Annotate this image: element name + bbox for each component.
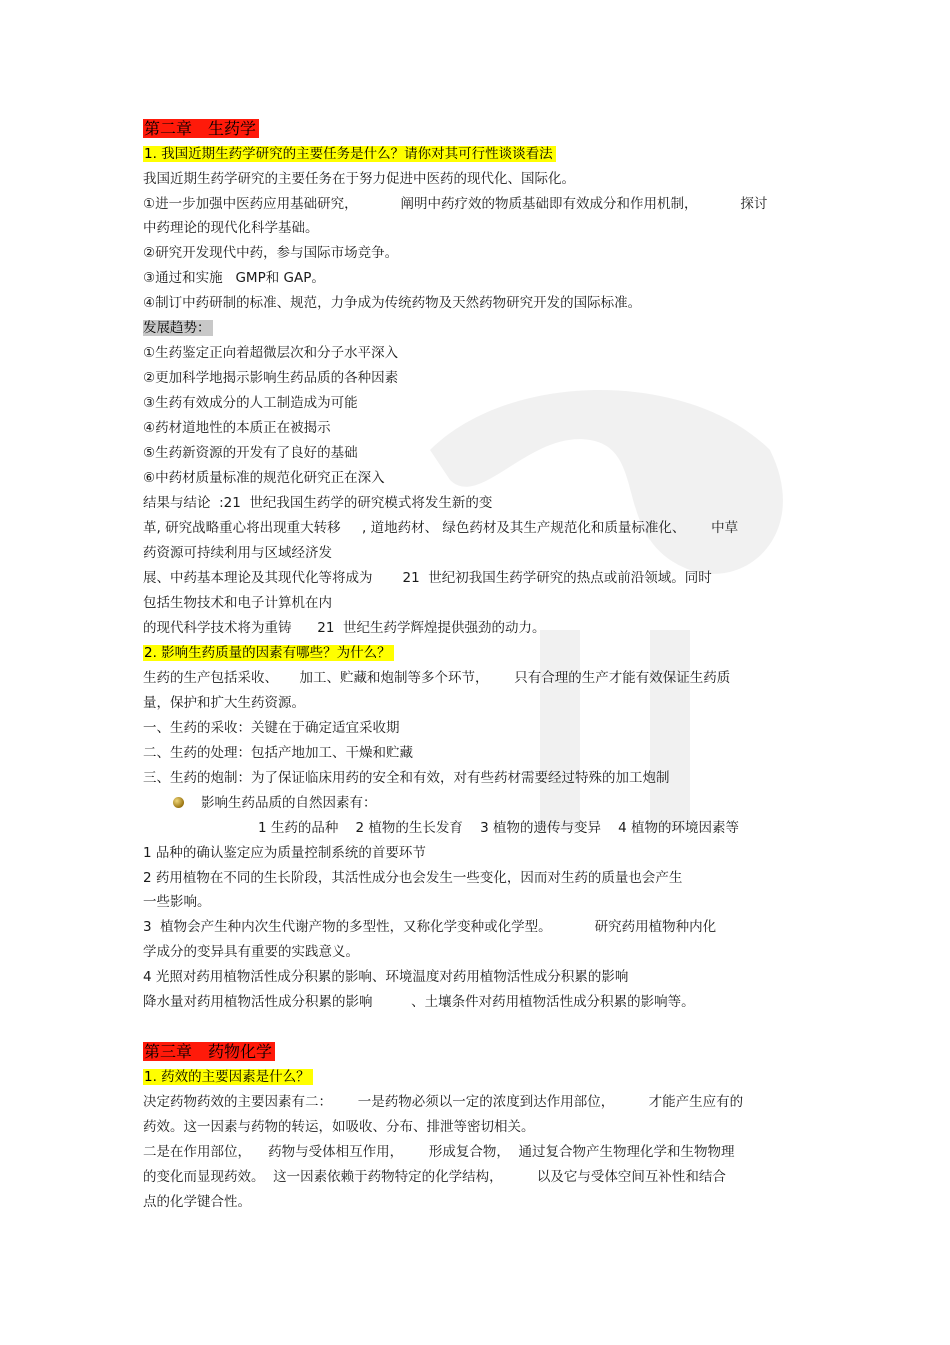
bullet-icon xyxy=(173,797,184,808)
detail-line: 1 品种的确认鉴定应为质量控制系统的首要环节 xyxy=(143,845,426,861)
detail-line: 3 植物会产生种内次生代谢产物的多型性，又称化学变种或化学型。 研究药用植物种内化 xyxy=(143,919,717,935)
chapter2-q1-heading: 1. 我国近期生药学研究的主要任务是什么？请你对其可行性谈谈看法 xyxy=(143,144,556,164)
detail-line: 2 药用植物在不同的生长阶段，其活性成分也会发生一些变化，因而对生药的质量也会产生 xyxy=(143,870,683,886)
bullet-text: 影响生药品质的自然因素有： xyxy=(201,795,377,811)
conclusion-line: 结果与结论 :21 世纪我国生药学的研究模式将发生新的变 xyxy=(143,495,493,511)
conclusion-line: 药资源可持续利用与区域经济发 xyxy=(143,545,332,561)
paragraph-line: 的变化而显现药效。 这一因素依赖于药物特定的化学结构， 以及它与受体空间互补性和结合 xyxy=(143,1169,726,1185)
chapter2-title: 第二章 生药学 xyxy=(143,119,259,140)
detail-line: 一些影响。 xyxy=(143,894,211,910)
paragraph-line: ③通过和实施 GMP和 GAP。 xyxy=(143,270,325,286)
trend-line: ⑤生药新资源的开发有了良好的基础 xyxy=(143,445,358,461)
detail-line: 4 光照对药用植物活性成分积累的影响、环境温度对药用植物活性成分积累的影响 xyxy=(143,969,629,985)
trend-line: ④药材道地性的本质正在被揭示 xyxy=(143,420,331,436)
paragraph-line: ④制订中药研制的标准、规范，力争成为传统药物及天然药物研究开发的国际标准。 xyxy=(143,295,642,311)
paragraph-line: 我国近期生药学研究的主要任务在于努力促进中医药的现代化、国际化。 xyxy=(143,171,575,187)
trend-line: ③生药有效成分的人工制造成为可能 xyxy=(143,395,358,411)
chapter2-q2-heading: 2. 影响生药质量的因素有哪些？为什么？ xyxy=(143,643,394,663)
trend-line: ⑥中药材质量标准的规范化研究正在深入 xyxy=(143,470,385,486)
detail-line: 降水量对药用植物活性成分积累的影响 、土壤条件对药用植物活性成分积累的影响等。 xyxy=(143,994,695,1010)
paragraph-line: 生药的生产包括采收、 加工、贮藏和炮制等多个环节， 只有合理的生产才能有效保证生药质 xyxy=(143,670,731,686)
paragraph-line: 中药理论的现代化科学基础。 xyxy=(143,220,319,236)
paragraph-line: 一、生药的采收：关键在于确定适宜采收期 xyxy=(143,720,400,736)
paragraph-line: 三、生药的炮制：为了保证临床用药的安全和有效，对有些药材需要经过特殊的加工炮制 xyxy=(143,770,670,786)
factors-line: 1 生药的品种 2 植物的生长发育 3 植物的遗传与变异 4 植物的环境因素等 xyxy=(258,820,740,836)
trend-line: ①生药鉴定正向着超微层次和分子水平深入 xyxy=(143,345,399,361)
paragraph-line: ①进一步加强中医药应用基础研究， 阐明中药疗效的物质基础即有效成分和作用机制， 探讨 xyxy=(143,196,768,212)
conclusion-line: 的现代科学技术将为重铸 21 世纪生药学辉煌提供强劲的动力。 xyxy=(143,620,546,636)
conclusion-line: 展、中药基本理论及其现代化等将成为 21 世纪初我国生药学研究的热点或前沿领域。同时 xyxy=(143,570,712,586)
chapter3-q1-heading: 1. 药效的主要因素是什么？ xyxy=(143,1067,313,1087)
paragraph-line: 二、生药的处理：包括产地加工、干燥和贮藏 xyxy=(143,745,413,761)
trend-label: 发展趋势： xyxy=(143,320,211,336)
trend-line: ②更加科学地揭示影响生药品质的各种因素 xyxy=(143,370,399,386)
paragraph-line: 决定药物药效的主要因素有二： 一是药物必须以一定的浓度到达作用部位， 才能产生应有的 xyxy=(143,1094,744,1110)
paragraph-line: 量，保护和扩大生药资源。 xyxy=(143,695,305,711)
paragraph-line: 药效。这一因素与药物的转运，如吸收、分布、排泄等密切相关。 xyxy=(143,1119,535,1135)
detail-line: 学成分的变异具有重要的实践意义。 xyxy=(143,944,359,960)
chapter3-title: 第三章 药物化学 xyxy=(143,1042,275,1063)
conclusion-line: 革, 研究战略重心将出现重大转移 , 道地药材、 绿色药材及其生产规范化和质量标准化、 中草 xyxy=(143,520,739,536)
paragraph-line: 二是在作用部位， 药物与受体相互作用， 形成复合物， 通过复合物产生物理化学和生物物理 xyxy=(143,1144,735,1160)
conclusion-line: 包括生物技术和电子计算机在内 xyxy=(143,595,332,611)
paragraph-line: ②研究开发现代中药，参与国际市场竞争。 xyxy=(143,245,399,261)
paragraph-line: 点的化学键合性。 xyxy=(143,1194,251,1210)
